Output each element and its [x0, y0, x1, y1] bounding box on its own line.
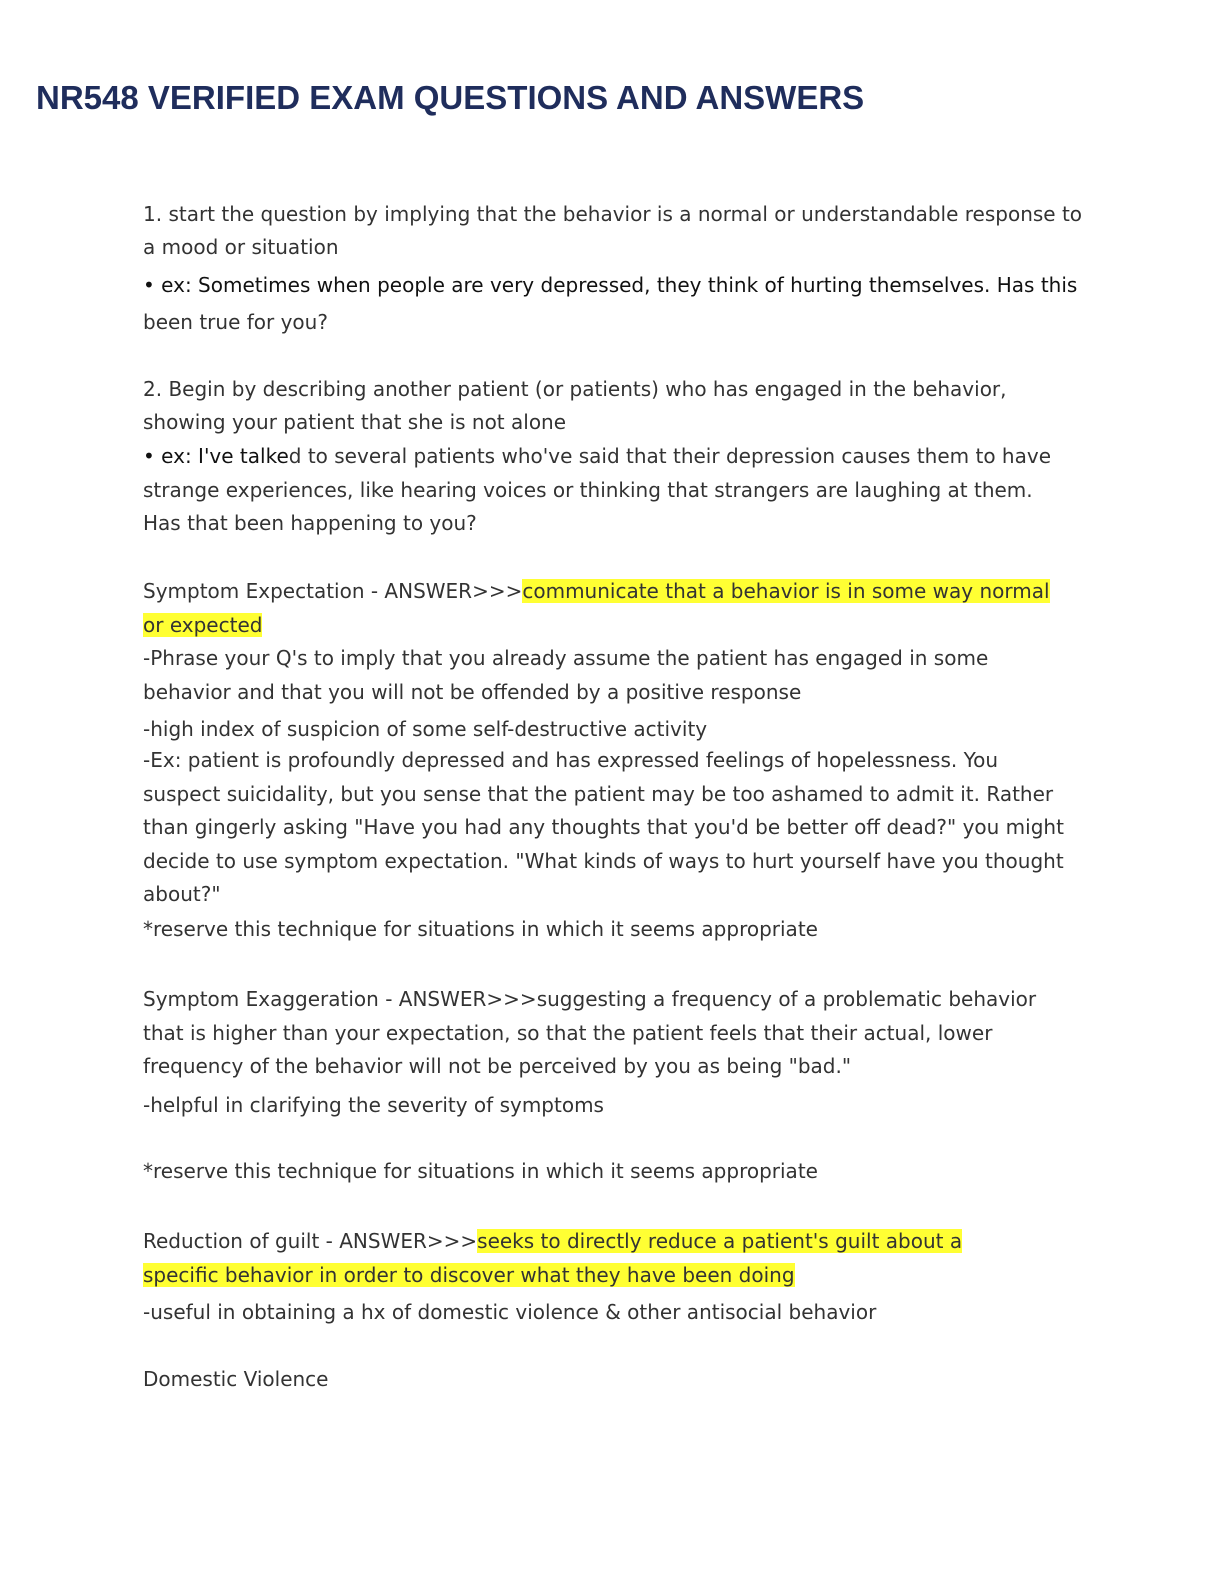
symptom-expectation-example: -Ex: patient is profoundly depressed and has expressed feelings of hopelessness. You suspect suicidality, but you sense that the patient may be too ashamed to admit it. Rather than gingerly asking "Have you had any thoughts that you'd be better off dead?" you might decide to use symptom expectation. "What kinds of ways to hurt yourself have you thought about?" — [143, 748, 1064, 906]
domestic-violence-heading: Domestic Violence — [143, 1367, 329, 1391]
document-title: NR548 VERIFIED EXAM QUESTIONS AND ANSWERS — [36, 79, 865, 116]
question-2-example — [143, 440, 1063, 541]
question-1-example-continued: been true for you? — [143, 310, 328, 334]
question-1-line-2: a mood or situation — [143, 235, 339, 259]
symptom-expectation-definition: communicate that a behavior is in some way normal or expected — [143, 579, 1050, 637]
symptom-expectation-point-1: -Phrase your Q's to imply that you already assume the patient has engaged in some behavior and that you will not be offended by a positive response — [143, 646, 989, 704]
symptom-exaggeration-point-1: -helpful in clarifying the severity of symptoms — [143, 1093, 604, 1117]
question-2-line-2: showing your patient that she is not alone — [143, 410, 567, 434]
symptom-exaggeration-entry — [143, 983, 1073, 1084]
reduction-of-guilt-term: Reduction of guilt - ANSWER>>> — [143, 1229, 478, 1253]
symptom-expectation-note: *reserve this technique for situations in which it seems appropriate — [143, 917, 818, 941]
question-1-line-1: 1. start the question by implying that the behavior is a normal or understandable response to — [143, 202, 1083, 226]
question-2-line-1: 2. Begin by describing another patient (or patients) who has engaged in the behavior, — [143, 377, 1007, 401]
symptom-expectation-entry — [143, 575, 1063, 642]
symptom-expectation-point-2: -high index of suspicion of some self-destructive activity — [143, 717, 708, 741]
symptom-expectation-term: Symptom Expectation - ANSWER>>> — [143, 579, 523, 603]
symptom-exaggeration-definition: suggesting a frequency of a problematic behavior that is higher than your expectation, so that the patient feels that their actual, lower frequency of the behavior will not be perceived by you as being "bad." — [143, 987, 1037, 1078]
reduction-of-guilt-point-1: -useful in obtaining a hx of domestic violence & other antisocial behavior — [143, 1300, 877, 1324]
symptom-exaggeration-note: *reserve this technique for situations in which it seems appropriate — [143, 1159, 818, 1183]
question-1-example: • ex: Sometimes when people are very depressed, they think of hurting themselves. Has this — [143, 273, 1078, 297]
question-2-example-text: d to several patients who've said that their depression causes them to have strange experiences, like hearing voices or thinking that strangers are laughing at them. Has that been happening to you? — [143, 444, 1051, 535]
reduction-of-guilt-definition: seeks to directly reduce a patient's guilt about a specific behavior in order to discover what they have been doing — [143, 1229, 963, 1287]
symptom-exaggeration-term: Symptom Exaggeration - ANSWER>>> — [143, 987, 537, 1011]
reduction-of-guilt-entry — [143, 1225, 1033, 1292]
question-2-example-lead: • ex: I've talke — [143, 444, 289, 468]
